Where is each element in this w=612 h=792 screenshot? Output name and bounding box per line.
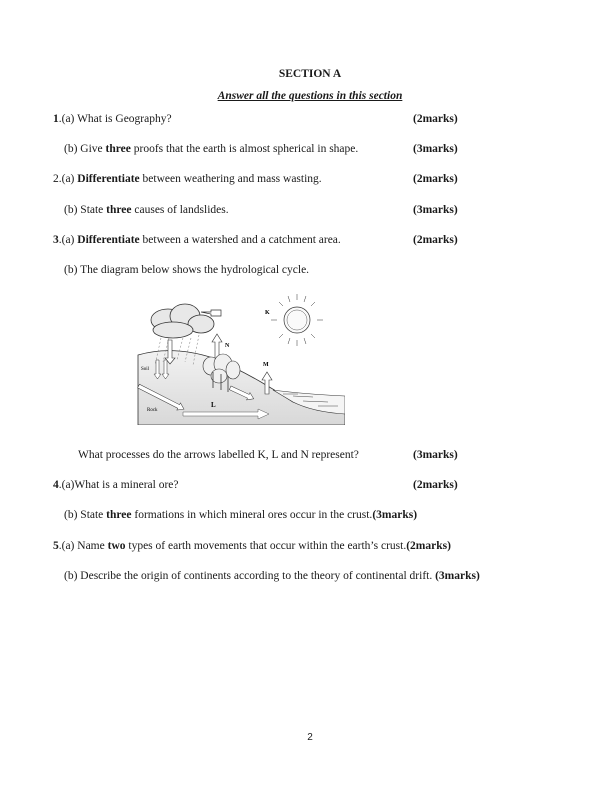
- svg-text:M: M: [263, 362, 269, 368]
- hydrological-cycle-diagram: [133, 290, 345, 425]
- marks-5b: (3marks): [435, 570, 480, 582]
- sun-icon: [271, 294, 323, 346]
- question-2a: 2.(a) Differentiate between weathering and mass wasting.: [53, 173, 322, 185]
- marks-2a: (2marks): [413, 173, 458, 185]
- marks-1a: (2marks): [413, 113, 458, 125]
- svg-text:N: N: [225, 343, 230, 349]
- svg-text:Soil: Soil: [141, 367, 150, 372]
- question-1b: (b) Give three proofs that the earth is almost spherical in shape.: [64, 143, 359, 155]
- marks-3b: (3marks): [413, 449, 458, 461]
- question-3b: (b) The diagram below shows the hydrological cycle.: [64, 264, 310, 276]
- marks-2b: (3marks): [413, 204, 458, 216]
- question-2b: (b) State three causes of landslides.: [64, 204, 229, 216]
- marks-4a: (2marks): [413, 479, 458, 491]
- marks-4b: (3marks): [372, 509, 418, 521]
- marks-5a: (2marks): [406, 540, 451, 552]
- question-3b-diagram: What processes do the arrows labelled K, L and N represent?: [78, 449, 359, 461]
- question-4a: 4.(a)What is a mineral ore?: [53, 479, 179, 491]
- svg-text:L: L: [211, 401, 216, 409]
- question-3a: 3.(a) Differentiate between a watershed and a catchment area.: [53, 234, 341, 246]
- marks-1b: (3marks): [413, 143, 458, 155]
- question-5a: 5.(a) Name two types of earth movements that occur within the earth’s crust.(2marks): [53, 540, 451, 552]
- marks-3a: (2marks): [413, 234, 458, 246]
- question-5b: (b) Describe the origin of continents according to the theory of continental drift. (3marks): [64, 570, 480, 582]
- section-title: SECTION A: [278, 68, 342, 80]
- section-instruction: Answer all the questions in this section: [217, 90, 403, 102]
- question-4b: (b) State three formations in which mineral ores occur in the crust.(3marks): [64, 509, 418, 521]
- page-number: 2: [307, 732, 313, 743]
- question-1a: 1.(a) What is Geography?: [53, 113, 172, 125]
- svg-text:K: K: [265, 310, 270, 316]
- cloud-icon: [151, 304, 214, 338]
- svg-text:Rock: Rock: [147, 408, 158, 413]
- question-number: 1: [53, 113, 59, 125]
